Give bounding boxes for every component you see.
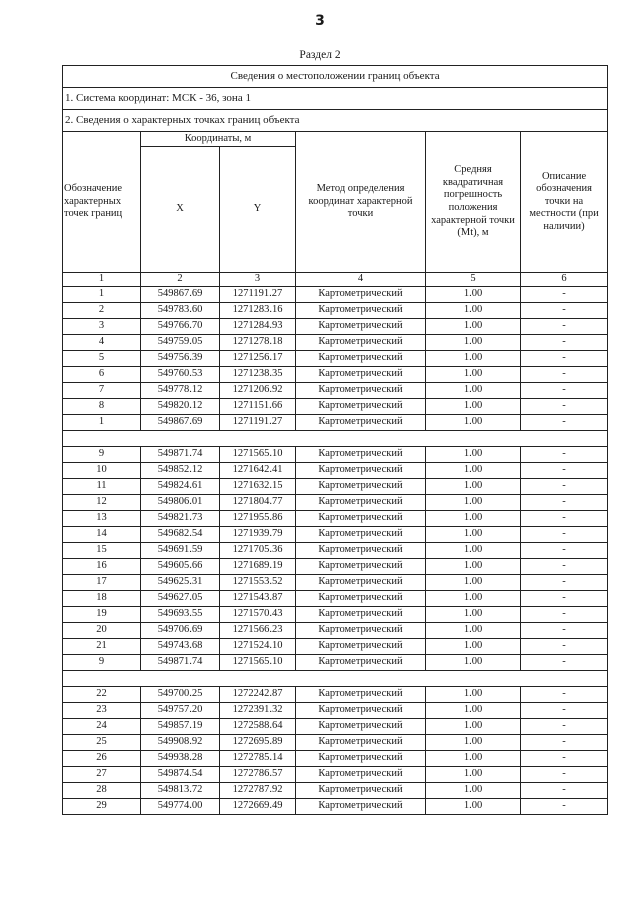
cell-precision: 1.00 — [426, 767, 521, 783]
cell-coord-y: 1271632.15 — [220, 479, 296, 495]
cell-description: - — [521, 799, 608, 815]
column-numbers-row — [63, 273, 608, 287]
column-number: 3 — [220, 273, 296, 287]
header-coordinates: Координаты, м — [141, 132, 296, 147]
cell-method: Картометрический — [296, 367, 426, 383]
cell-coord-y: 1271256.17 — [220, 351, 296, 367]
cell-coord-y: 1271566.23 — [220, 623, 296, 639]
cell-method: Картометрический — [296, 511, 426, 527]
cell-point-id: 19 — [63, 607, 141, 623]
cell-method: Картометрический — [296, 287, 426, 303]
cell-precision: 1.00 — [426, 623, 521, 639]
cell-method: Картометрический — [296, 799, 426, 815]
table-row — [63, 527, 608, 543]
table-row — [63, 687, 608, 703]
cell-description: - — [521, 463, 608, 479]
cell-coord-y: 1272669.49 — [220, 799, 296, 815]
table-row — [63, 575, 608, 591]
cell-coord-x: 549766.70 — [141, 319, 220, 335]
cell-description: - — [521, 367, 608, 383]
cell-coord-y: 1272786.57 — [220, 767, 296, 783]
cell-coord-y: 1271565.10 — [220, 447, 296, 463]
cell-coord-x: 549682.54 — [141, 527, 220, 543]
cell-point-id: 23 — [63, 703, 141, 719]
cell-description: - — [521, 415, 608, 431]
cell-coord-y: 1271705.36 — [220, 543, 296, 559]
cell-coord-x: 549605.66 — [141, 559, 220, 575]
cell-coord-x: 549813.72 — [141, 783, 220, 799]
table-row — [63, 783, 608, 799]
cell-method: Картометрический — [296, 399, 426, 415]
cell-point-id: 1 — [63, 415, 141, 431]
table-row — [63, 479, 608, 495]
cell-precision: 1.00 — [426, 575, 521, 591]
cell-precision: 1.00 — [426, 463, 521, 479]
cell-method: Картометрический — [296, 751, 426, 767]
cell-coord-y: 1272391.32 — [220, 703, 296, 719]
cell-point-id: 20 — [63, 623, 141, 639]
cell-precision: 1.00 — [426, 495, 521, 511]
cell-coord-x: 549871.74 — [141, 655, 220, 671]
cell-description: - — [521, 575, 608, 591]
cell-coord-x: 549857.19 — [141, 719, 220, 735]
cell-coord-x: 549938.28 — [141, 751, 220, 767]
cell-precision: 1.00 — [426, 687, 521, 703]
cell-point-id: 9 — [63, 447, 141, 463]
cell-coord-x: 549871.74 — [141, 447, 220, 463]
cell-point-id: 7 — [63, 383, 141, 399]
table-row — [63, 591, 608, 607]
cell-coord-y: 1271278.18 — [220, 335, 296, 351]
cell-coord-x: 549874.54 — [141, 767, 220, 783]
cell-description: - — [521, 543, 608, 559]
table-row — [63, 655, 608, 671]
cell-description: - — [521, 447, 608, 463]
cell-coord-x: 549691.59 — [141, 543, 220, 559]
cell-coord-x: 549778.12 — [141, 383, 220, 399]
cell-precision: 1.00 — [426, 703, 521, 719]
header-precision: Средняя квадратичная погрешность положения характерной точки (Mt), м — [426, 132, 521, 273]
cell-precision: 1.00 — [426, 735, 521, 751]
cell-description: - — [521, 399, 608, 415]
table-row — [63, 735, 608, 751]
cell-coord-y: 1271206.92 — [220, 383, 296, 399]
cell-coord-x: 549693.55 — [141, 607, 220, 623]
cell-precision: 1.00 — [426, 719, 521, 735]
cell-precision: 1.00 — [426, 415, 521, 431]
column-number: 1 — [63, 273, 141, 287]
coordinate-system: 1. Система координат: МСК - 36, зона 1 — [63, 88, 608, 110]
cell-coord-y: 1271191.27 — [220, 415, 296, 431]
cell-coord-y: 1271565.10 — [220, 655, 296, 671]
table-row — [63, 703, 608, 719]
cell-coord-x: 549908.92 — [141, 735, 220, 751]
table-row — [63, 559, 608, 575]
table-row — [63, 415, 608, 431]
cell-description: - — [521, 303, 608, 319]
table-row — [63, 623, 608, 639]
cell-coord-x: 549867.69 — [141, 287, 220, 303]
column-number: 2 — [141, 273, 220, 287]
boundary-points-table — [62, 65, 608, 815]
table-row — [63, 751, 608, 767]
column-number: 6 — [521, 273, 608, 287]
cell-coord-y: 1272588.64 — [220, 719, 296, 735]
cell-coord-y: 1271151.66 — [220, 399, 296, 415]
table-row — [63, 607, 608, 623]
cell-method: Картометрический — [296, 559, 426, 575]
cell-coord-y: 1271238.35 — [220, 367, 296, 383]
cell-precision: 1.00 — [426, 511, 521, 527]
cell-point-id: 3 — [63, 319, 141, 335]
table-row — [63, 719, 608, 735]
cell-method: Картометрический — [296, 543, 426, 559]
cell-coord-x: 549700.25 — [141, 687, 220, 703]
contour-separator-row — [63, 671, 608, 687]
cell-description: - — [521, 383, 608, 399]
cell-precision: 1.00 — [426, 751, 521, 767]
cell-method: Картометрический — [296, 767, 426, 783]
cell-method: Картометрический — [296, 655, 426, 671]
table-banner: Сведения о местоположении границ объекта — [63, 66, 608, 88]
cell-coord-y: 1272785.14 — [220, 751, 296, 767]
cell-coord-y: 1271955.86 — [220, 511, 296, 527]
cell-coord-x: 549760.53 — [141, 367, 220, 383]
cell-method: Картометрический — [296, 687, 426, 703]
cell-description: - — [521, 591, 608, 607]
cell-point-id: 2 — [63, 303, 141, 319]
table-row — [63, 767, 608, 783]
cell-precision: 1.00 — [426, 639, 521, 655]
cell-coord-y: 1272787.92 — [220, 783, 296, 799]
cell-description: - — [521, 479, 608, 495]
cell-point-id: 4 — [63, 335, 141, 351]
cell-precision: 1.00 — [426, 287, 521, 303]
cell-precision: 1.00 — [426, 783, 521, 799]
cell-coord-y: 1271284.93 — [220, 319, 296, 335]
cell-method: Картометрический — [296, 463, 426, 479]
cell-precision: 1.00 — [426, 319, 521, 335]
cell-description: - — [521, 623, 608, 639]
cell-precision: 1.00 — [426, 559, 521, 575]
cell-precision: 1.00 — [426, 607, 521, 623]
page-number: 3 — [315, 13, 325, 29]
cell-point-id: 8 — [63, 399, 141, 415]
cell-coord-x: 549783.60 — [141, 303, 220, 319]
cell-method: Картометрический — [296, 383, 426, 399]
table-row — [63, 447, 608, 463]
cell-description: - — [521, 335, 608, 351]
cell-description: - — [521, 655, 608, 671]
contour-separator — [63, 431, 608, 447]
cell-precision: 1.00 — [426, 447, 521, 463]
cell-coord-y: 1271642.41 — [220, 463, 296, 479]
cell-coord-y: 1271283.16 — [220, 303, 296, 319]
cell-coord-x: 549774.00 — [141, 799, 220, 815]
cell-method: Картометрический — [296, 319, 426, 335]
cell-coord-x: 549806.01 — [141, 495, 220, 511]
cell-coord-y: 1272242.87 — [220, 687, 296, 703]
table-row — [63, 303, 608, 319]
column-number: 5 — [426, 273, 521, 287]
cell-precision: 1.00 — [426, 591, 521, 607]
cell-description: - — [521, 639, 608, 655]
table-row — [63, 639, 608, 655]
contour-separator — [63, 671, 608, 687]
cell-coord-x: 549852.12 — [141, 463, 220, 479]
cell-method: Картометрический — [296, 527, 426, 543]
cell-method: Картометрический — [296, 575, 426, 591]
cell-precision: 1.00 — [426, 383, 521, 399]
cell-coord-x: 549625.31 — [141, 575, 220, 591]
cell-point-id: 9 — [63, 655, 141, 671]
cell-coord-x: 549627.05 — [141, 591, 220, 607]
cell-method: Картометрический — [296, 623, 426, 639]
cell-coord-y: 1271543.87 — [220, 591, 296, 607]
cell-point-id: 10 — [63, 463, 141, 479]
cell-coord-x: 549759.05 — [141, 335, 220, 351]
cell-point-id: 1 — [63, 287, 141, 303]
cell-description: - — [521, 287, 608, 303]
cell-precision: 1.00 — [426, 543, 521, 559]
cell-description: - — [521, 687, 608, 703]
header-y: Y — [220, 147, 296, 273]
table-row — [63, 287, 608, 303]
cell-point-id: 22 — [63, 687, 141, 703]
cell-coord-x: 549757.20 — [141, 703, 220, 719]
cell-coord-x: 549743.68 — [141, 639, 220, 655]
cell-point-id: 16 — [63, 559, 141, 575]
cell-point-id: 15 — [63, 543, 141, 559]
cell-description: - — [521, 607, 608, 623]
cell-point-id: 29 — [63, 799, 141, 815]
header-x: X — [141, 147, 220, 273]
cell-method: Картометрический — [296, 415, 426, 431]
cell-coord-x: 549756.39 — [141, 351, 220, 367]
cell-description: - — [521, 703, 608, 719]
cell-method: Картометрический — [296, 335, 426, 351]
cell-method: Картометрический — [296, 607, 426, 623]
cell-coord-y: 1271191.27 — [220, 287, 296, 303]
cell-point-id: 6 — [63, 367, 141, 383]
cell-description: - — [521, 559, 608, 575]
cell-method: Картометрический — [296, 783, 426, 799]
cell-coord-y: 1271689.19 — [220, 559, 296, 575]
table-row — [63, 351, 608, 367]
cell-coord-y: 1271553.52 — [220, 575, 296, 591]
cell-description: - — [521, 767, 608, 783]
cell-point-id: 5 — [63, 351, 141, 367]
cell-coord-y: 1271939.79 — [220, 527, 296, 543]
table-row — [63, 463, 608, 479]
cell-coord-x: 549867.69 — [141, 415, 220, 431]
cell-coord-y: 1272695.89 — [220, 735, 296, 751]
header-point: Обозначение характерных точек границ — [63, 132, 141, 273]
section-title: Раздел 2 — [299, 49, 341, 61]
cell-method: Картометрический — [296, 479, 426, 495]
cell-description: - — [521, 511, 608, 527]
table-row — [63, 543, 608, 559]
cell-coord-y: 1271570.43 — [220, 607, 296, 623]
cell-precision: 1.00 — [426, 527, 521, 543]
table-row — [63, 383, 608, 399]
cell-precision: 1.00 — [426, 335, 521, 351]
cell-coord-x: 549824.61 — [141, 479, 220, 495]
cell-method: Картометрический — [296, 303, 426, 319]
cell-precision: 1.00 — [426, 655, 521, 671]
cell-method: Картометрический — [296, 639, 426, 655]
cell-description: - — [521, 719, 608, 735]
contour-separator-row — [63, 431, 608, 447]
cell-description: - — [521, 783, 608, 799]
cell-point-id: 18 — [63, 591, 141, 607]
cell-coord-y: 1271524.10 — [220, 639, 296, 655]
points-section-title: 2. Сведения о характерных точках границ объекта — [63, 110, 608, 132]
cell-point-id: 24 — [63, 719, 141, 735]
header-description: Описание обозначения точки на местности (при наличии) — [521, 132, 608, 273]
table-row — [63, 367, 608, 383]
cell-precision: 1.00 — [426, 351, 521, 367]
table-row — [63, 399, 608, 415]
cell-coord-x: 549820.12 — [141, 399, 220, 415]
cell-method: Картометрический — [296, 719, 426, 735]
cell-coord-x: 549706.69 — [141, 623, 220, 639]
cell-description: - — [521, 351, 608, 367]
cell-description: - — [521, 735, 608, 751]
cell-method: Картометрический — [296, 591, 426, 607]
table-row — [63, 319, 608, 335]
header-method: Метод определения координат характерной точки — [296, 132, 426, 273]
cell-precision: 1.00 — [426, 479, 521, 495]
table-row — [63, 495, 608, 511]
cell-point-id: 26 — [63, 751, 141, 767]
cell-method: Картометрический — [296, 495, 426, 511]
cell-point-id: 11 — [63, 479, 141, 495]
cell-precision: 1.00 — [426, 399, 521, 415]
cell-description: - — [521, 495, 608, 511]
cell-description: - — [521, 527, 608, 543]
cell-point-id: 21 — [63, 639, 141, 655]
cell-coord-y: 1271804.77 — [220, 495, 296, 511]
table-row — [63, 799, 608, 815]
cell-method: Картометрический — [296, 703, 426, 719]
cell-point-id: 27 — [63, 767, 141, 783]
table-row — [63, 335, 608, 351]
cell-point-id: 13 — [63, 511, 141, 527]
table-row — [63, 511, 608, 527]
cell-precision: 1.00 — [426, 303, 521, 319]
cell-precision: 1.00 — [426, 799, 521, 815]
cell-point-id: 14 — [63, 527, 141, 543]
cell-point-id: 28 — [63, 783, 141, 799]
cell-point-id: 12 — [63, 495, 141, 511]
cell-point-id: 17 — [63, 575, 141, 591]
column-number: 4 — [296, 273, 426, 287]
cell-point-id: 25 — [63, 735, 141, 751]
cell-method: Картометрический — [296, 351, 426, 367]
cell-method: Картометрический — [296, 735, 426, 751]
cell-method: Картометрический — [296, 447, 426, 463]
cell-description: - — [521, 751, 608, 767]
cell-coord-x: 549821.73 — [141, 511, 220, 527]
cell-description: - — [521, 319, 608, 335]
cell-precision: 1.00 — [426, 367, 521, 383]
